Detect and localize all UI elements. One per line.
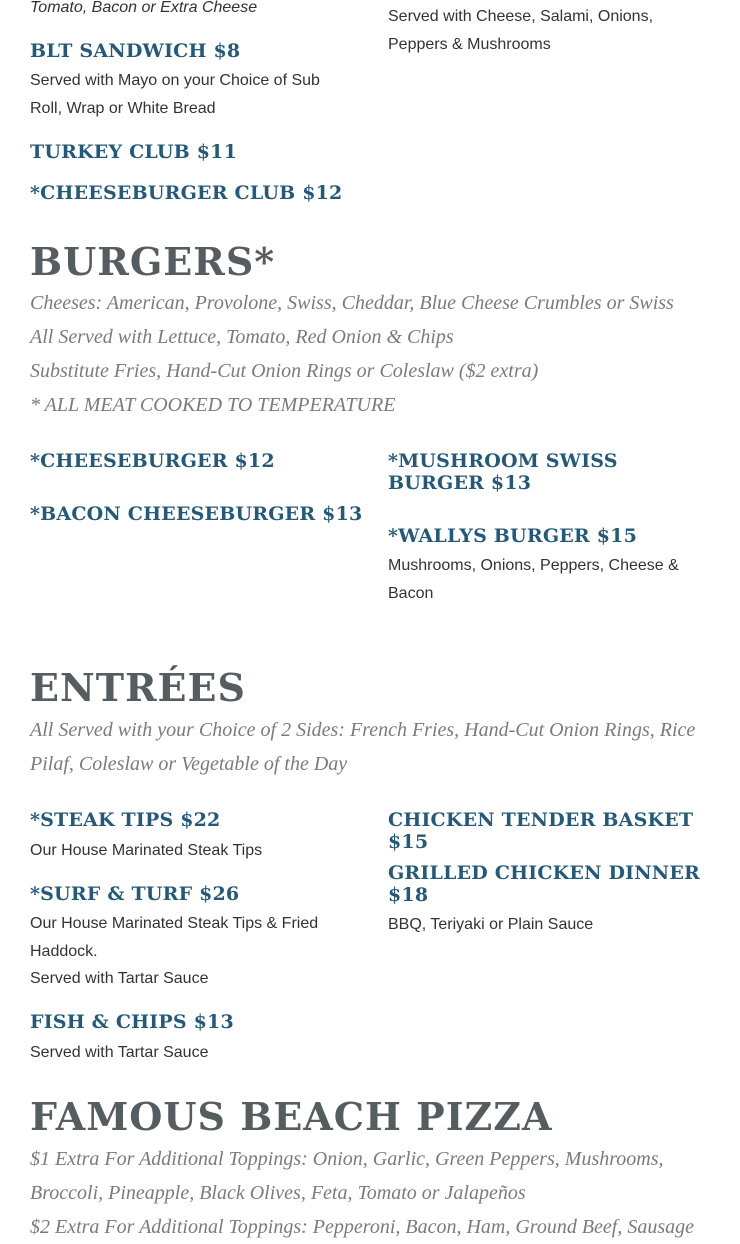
- item-title-cheeseburger-club: *CHEESEBURGER CLUB $12: [30, 182, 343, 204]
- section-note-cheeses: Cheeses: American, Provolone, Swiss, Cheddar, Blue Cheese Crumbles or Swiss: [30, 292, 674, 314]
- item-title-grilled-chicken-dinner: GRILLED CHICKEN DINNER $18: [388, 862, 701, 906]
- item-title-mushroom-swiss-burger: *MUSHROOM SWISS BURGER $13: [388, 450, 618, 494]
- item-title-fish-and-chips: FISH & CHIPS $13: [30, 1011, 234, 1033]
- item-title-surf-and-turf: *SURF & TURF $26: [30, 883, 240, 905]
- item-description-steak-tips: Our House Marinated Steak Tips: [30, 842, 263, 859]
- item-title-steak-tips: *STEAK TIPS $22: [30, 809, 221, 831]
- section-title-entrees: ENTRÉES: [30, 665, 246, 710]
- item-description-grilled-chicken: BBQ, Teriyaki or Plain Sauce: [388, 916, 594, 933]
- section-note-served-with: All Served with Lettuce, Tomato, Red Onion & Chips: [30, 326, 454, 348]
- item-title-chicken-tender-basket: CHICKEN TENDER BASKET $15: [388, 809, 694, 853]
- item-description-wallys: Mushrooms, Onions, Peppers, Cheese & Bacon: [388, 557, 679, 602]
- item-title-bacon-cheeseburger: *BACON CHEESEBURGER $13: [30, 503, 363, 525]
- section-note-pizza-1-dollar-toppings: $1 Extra For Additional Toppings: Onion, Garlic, Green Peppers, Mushrooms, Broccoli, Pineapple, Black Olives, Feta, Tomato or Jalapeños: [30, 1148, 664, 1204]
- item-description-blt: Served with Mayo on your Choice of Sub Roll, Wrap or White Bread: [30, 72, 320, 117]
- cut-off-description: Tomato, Bacon or Extra Cheese: [30, 0, 258, 16]
- item-description-surf-and-turf-sauce: Served with Tartar Sauce: [30, 970, 209, 987]
- section-note-temperature: * ALL MEAT COOKED TO TEMPERATURE: [30, 394, 396, 416]
- item-title-blt-sandwich: BLT SANDWICH $8: [30, 40, 241, 62]
- section-note-pizza-2-dollar-toppings: $2 Extra For Additional Toppings: Pepperoni, Bacon, Ham, Ground Beef, Sausage: [30, 1216, 695, 1238]
- item-description-fish-and-chips: Served with Tartar Sauce: [30, 1044, 209, 1061]
- item-description-surf-and-turf: Our House Marinated Steak Tips & Fried Haddock.: [30, 915, 319, 960]
- item-title-wallys-burger: *WALLYS BURGER $15: [388, 525, 637, 547]
- section-title-famous-beach-pizza: FAMOUS BEACH PIZZA: [30, 1094, 553, 1139]
- section-title-burgers: BURGERS*: [30, 239, 276, 284]
- section-note-sides: All Served with your Choice of 2 Sides: French Fries, Hand-Cut Onion Rings, Rice Pilaf, Coleslaw or Vegetable of the Day: [30, 719, 696, 775]
- section-note-substitute: Substitute Fries, Hand-Cut Onion Rings or Coleslaw ($2 extra): [30, 360, 539, 382]
- item-description: Served with Cheese, Salami, Onions, Peppers & Mushrooms: [388, 8, 654, 53]
- item-title-cheeseburger: *CHEESEBURGER $12: [30, 450, 275, 472]
- item-title-turkey-club: TURKEY CLUB $11: [30, 141, 238, 163]
